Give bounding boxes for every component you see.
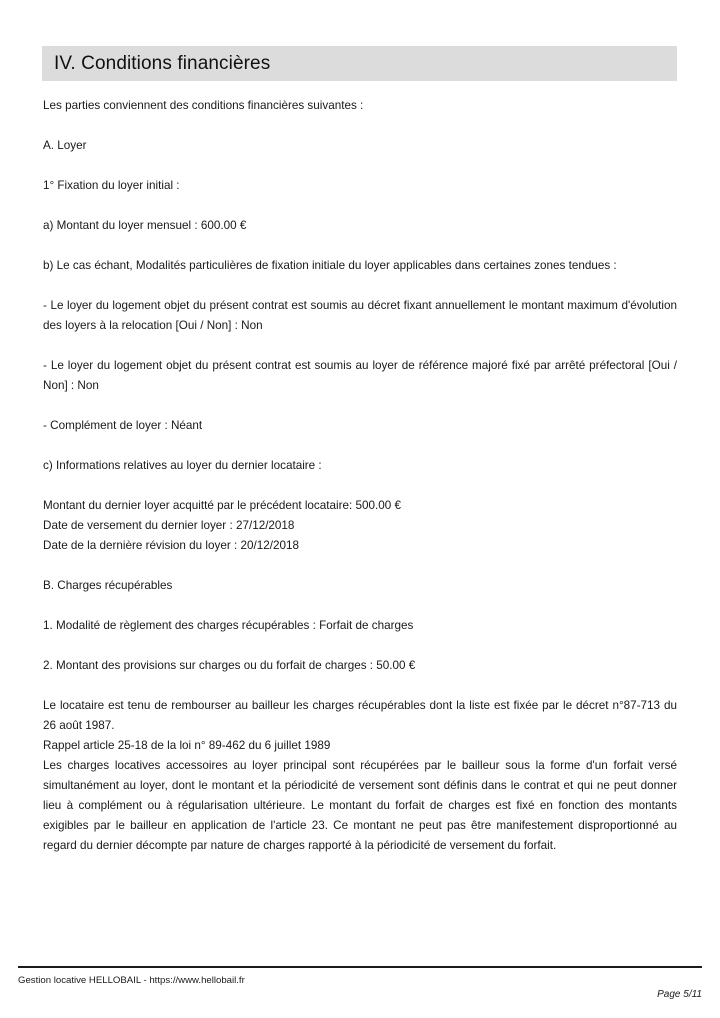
note-decret-87-713: Le locataire est tenu de rembourser au bailleur les charges récupérables dont la liste est fixée par le décret n°87-713 du 26 août 1987.	[43, 699, 677, 732]
heading-a1-fixation: 1° Fixation du loyer initial :	[43, 179, 180, 192]
item-b2-montant-provisions: 2. Montant des provisions sur charges ou du forfait de charges : 50.00 €	[43, 659, 416, 672]
detail-date-revision: Date de la dernière révision du loyer : 20/12/2018	[43, 539, 299, 552]
heading-a-loyer: A. Loyer	[43, 139, 87, 152]
item-c-informations-dernier-locataire: c) Informations relatives au loyer du dernier locataire :	[43, 459, 322, 472]
bullet-decret-relocation: - Le loyer du logement objet du présent contrat est soumis au décret fixant annuellement le montant maximum d'évolution des loyers à la relocation [Oui / Non] : Non	[43, 299, 677, 332]
item-a-montant-loyer-mensuel: a) Montant du loyer mensuel : 600.00 €	[43, 219, 247, 232]
dernier-locataire-details	[43, 496, 677, 556]
footer-source-text: Gestion locative HELLOBAIL - https://www.hellobail.fr	[18, 975, 245, 986]
rappel-article-body: Les charges locatives accessoires au loyer principal sont récupérées par le bailleur sous la forme d'un forfait versé simultanément au loyer, dont le montant et la périodicité de versement sont définis dans le contrat et qui ne peut donner lieu à complément ou à régularisation ultérieure. Le montant du forfait de charges est fixé en fonction des montants exigibles par le bailleur en application de l'article 23. Ce montant ne peut pas être manifestement disproportionné au regard du dernier décompte par nature de charges rapporté à la périodicité de versement du forfait.	[43, 759, 677, 852]
document-body	[43, 96, 677, 856]
footer-divider	[18, 966, 702, 968]
rappel-article-title: Rappel article 25-18 de la loi n° 89-462 du 6 juillet 1989	[43, 739, 331, 752]
intro-paragraph: Les parties conviennent des conditions financières suivantes :	[43, 99, 364, 112]
item-b1-modalite-reglement: 1. Modalité de règlement des charges récupérables : Forfait de charges	[43, 619, 414, 632]
section-heading-band	[42, 46, 677, 81]
item-b-modalites-zones-tendues: b) Le cas échant, Modalités particulières de fixation initiale du loyer applicables dans certaines zones tendues :	[43, 259, 617, 272]
bullet-loyer-reference-majore: - Le loyer du logement objet du présent contrat est soumis au loyer de référence majoré fixé par arrêté préfectoral [Oui / Non] : Non	[43, 359, 677, 392]
heading-b-charges-recuperables: B. Charges récupérables	[43, 579, 173, 592]
detail-date-versement: Date de versement du dernier loyer : 27/12/2018	[43, 519, 295, 532]
bullet-complement-de-loyer: - Complément de loyer : Néant	[43, 419, 203, 432]
page-title: IV. Conditions financières	[54, 53, 271, 74]
detail-montant-dernier-loyer: Montant du dernier loyer acquitté par le précédent locataire: 500.00 €	[43, 499, 401, 512]
footer-page-number: Page 5/11	[657, 989, 702, 1000]
